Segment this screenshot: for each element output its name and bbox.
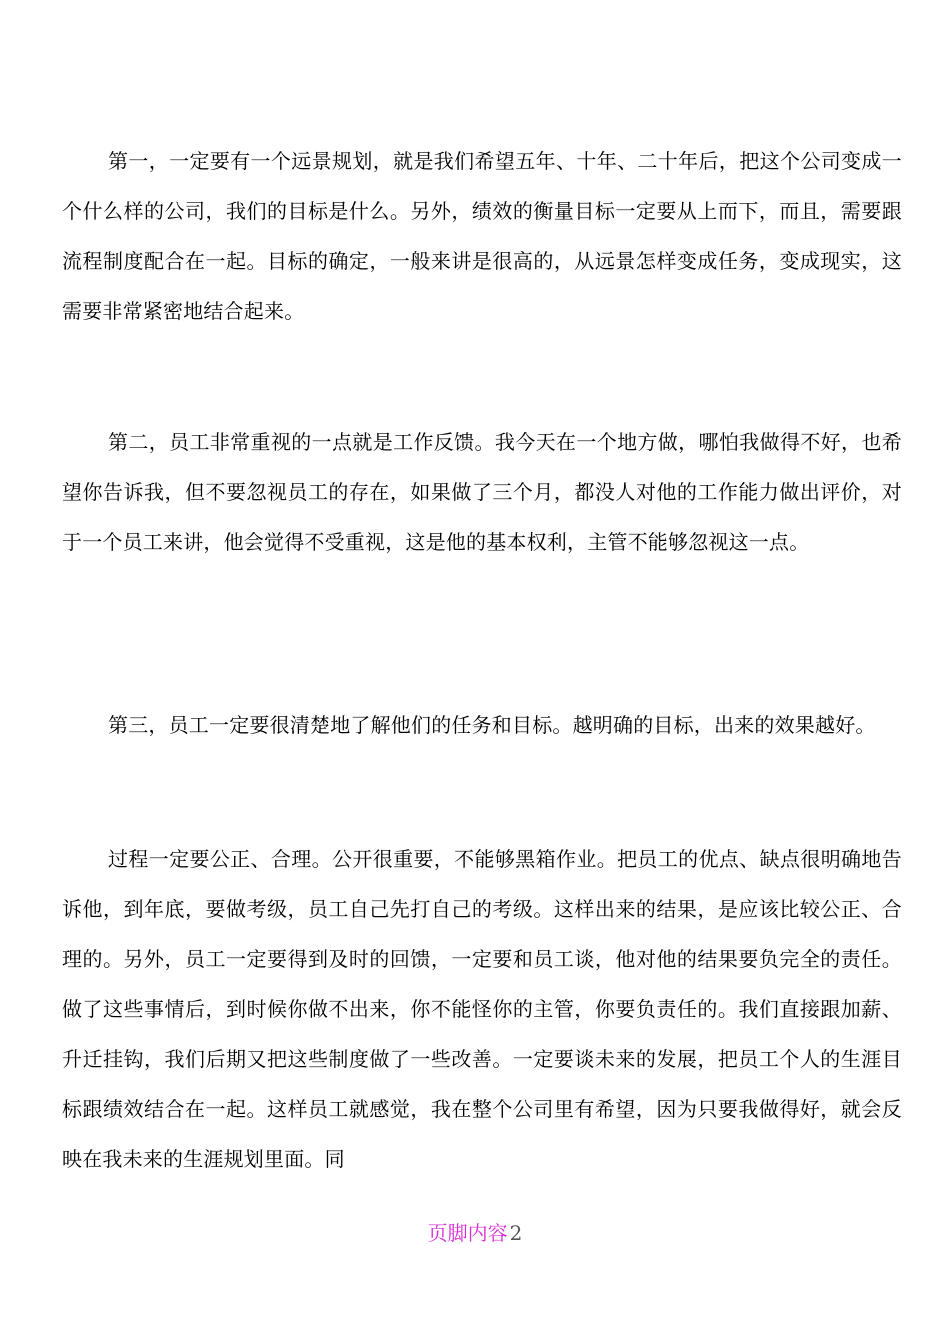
footer-page-number: 2 [509, 1221, 523, 1245]
paragraph-2: 第二，员工非常重视的一点就是工作反馈。我今天在一个地方做，哪怕我做得不好，也希望你告诉我，但不要忽视员工的存在，如果做了三个月，都没人对他的工作能力做出评价，对于一个员工来讲，他会觉得不受重视，这是他的基本权利，主管不能够忽视这一点。 [62, 430, 902, 554]
footer-label: 页脚内容 [427, 1221, 508, 1245]
page-footer [0, 1218, 950, 1248]
paragraph-1: 第一，一定要有一个远景规划，就是我们希望五年、十年、二十年后，把这个公司变成一个什么样的公司，我们的目标是什么。另外，绩效的衡量目标一定要从上而下，而且，需要跟流程制度配合在一起。目标的确定，一般来讲是很高的，从远景怎样变成任务，变成现实，这需要非常紧密地结合起来。 [62, 149, 902, 323]
paragraph-4: 过程一定要公正、合理。公开很重要，不能够黑箱作业。把员工的优点、缺点很明确地告诉他，到年底，要做考级，员工自己先打自己的考级。这样出来的结果，是应该比较公正、合理的。另外，员工一定要得到及时的回馈，一定要和员工谈，他对他的结果要负完全的责任。做了这些事情后，到时候你做不出来，你不能怪你的主管，你要负责任的。我们直接跟加薪、升迁挂钩，我们后期又把这些制度做了一些改善。一定要谈未来的发展，把员工个人的生涯目标跟绩效结合在一起。这样员工就感觉，我在整个公司里有希望，因为只要我做得好，就会反映在我未来的生涯规划里面。同 [62, 847, 902, 1171]
paragraph-3: 第三，员工一定要很清楚地了解他们的任务和目标。越明确的目标，出来的效果越好。 [108, 713, 876, 737]
